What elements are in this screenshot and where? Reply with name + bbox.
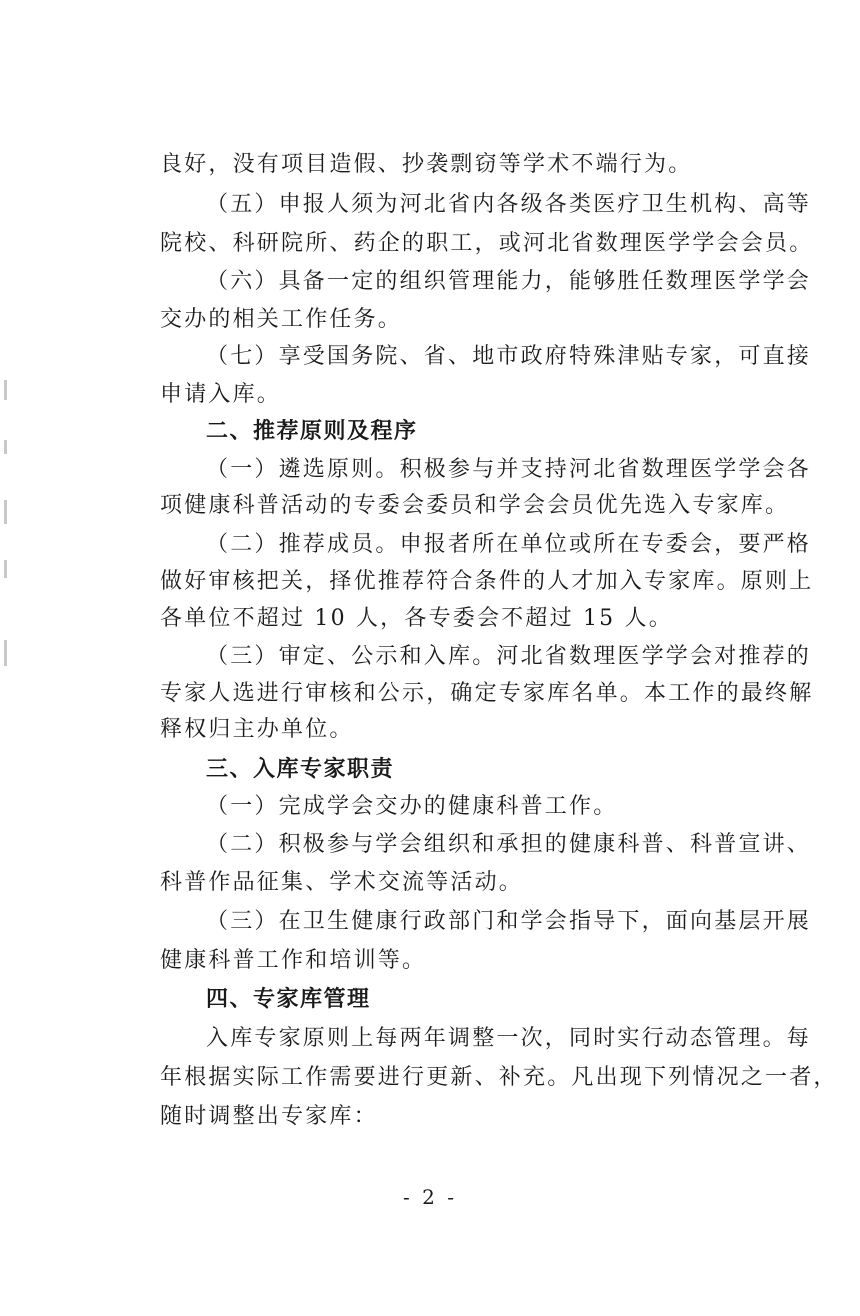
text-line: （一）遴选原则。积极参与并支持河北省数理医学学会各 [206, 457, 812, 482]
text-line: 年根据实际工作需要进行更新、补充。凡出现下列情况之一者， [160, 1065, 838, 1090]
text-line: 项健康科普活动的专委会委员和学会会员优先选入专家库。 [160, 493, 790, 518]
text-line: 各单位不超过 10 人，各专委会不超过 15 人。 [160, 606, 673, 631]
text-line: 良好，没有项目造假、抄袭剽窃等学术不端行为。 [160, 152, 693, 177]
scan-margin-mark [4, 560, 7, 578]
section-heading: 二、推荐原则及程序 [206, 419, 418, 444]
section-heading: 三、入库专家职责 [206, 757, 395, 782]
text-line: （五）申报人须为河北省内各级各类医疗卫生机构、高等 [206, 192, 812, 217]
text-line: 入库专家原则上每两年调整一次，同时实行动态管理。每 [206, 1026, 812, 1051]
text-line: 随时调整出专家库： [160, 1104, 378, 1129]
text-line: （二）积极参与学会组织和承担的健康科普、科普宣讲、 [206, 832, 812, 857]
text-line: 健康科普工作和培训等。 [160, 948, 427, 973]
scan-margin-mark [4, 500, 7, 524]
text-line: 专家人选进行审核和公示，确定专家库名单。本工作的最终解 [160, 681, 814, 706]
page-number: - 2 - [403, 1185, 457, 1209]
text-line: 做好审核把关，择优推荐符合条件的人才加入专家库。原则上 [160, 569, 814, 594]
text-line: （三）审定、公示和入库。河北省数理医学学会对推荐的 [206, 644, 812, 669]
text-line: 院校、科研院所、药企的职工，或河北省数理医学学会会员。 [160, 231, 814, 256]
text-line: 交办的相关工作任务。 [160, 307, 403, 332]
text-line: （一）完成学会交办的健康科普工作。 [206, 794, 618, 819]
text-line: （七）享受国务院、省、地市政府特殊津贴专家，可直接 [206, 344, 812, 369]
text-line: （二）推荐成员。申报者所在单位或所在专委会，要严格 [206, 532, 812, 557]
text-line: （三）在卫生健康行政部门和学会指导下，面向基层开展 [206, 909, 812, 934]
scan-margin-mark [4, 380, 7, 400]
text-line: 科普作品征集、学术交流等活动。 [160, 870, 524, 895]
section-heading: 四、专家库管理 [206, 987, 371, 1012]
scan-margin-mark [4, 640, 7, 666]
text-line: 申请入库。 [160, 382, 282, 407]
scan-margin-mark [4, 440, 7, 454]
text-line: 释权归主办单位。 [160, 717, 354, 742]
text-line: （六）具备一定的组织管理能力，能够胜任数理医学学会 [206, 269, 812, 294]
